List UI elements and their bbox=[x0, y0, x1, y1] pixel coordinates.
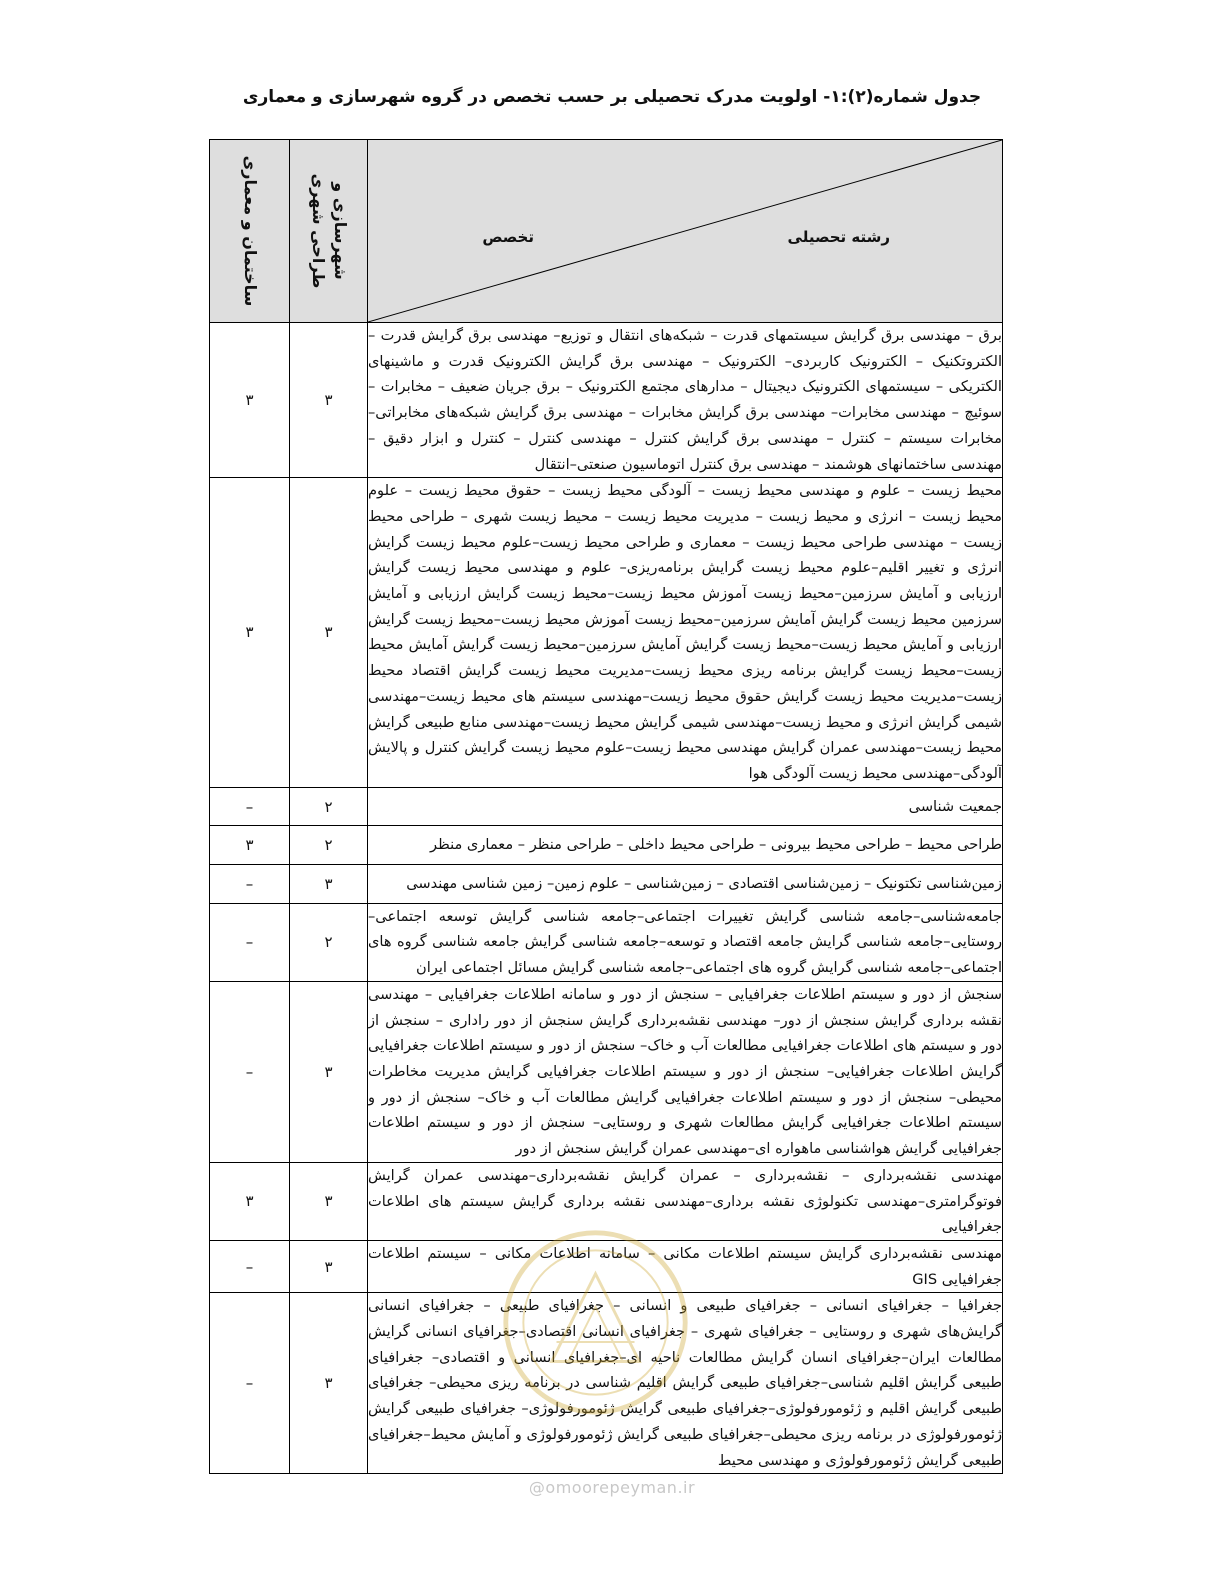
urban-priority: ۳ bbox=[290, 1162, 368, 1240]
table-row bbox=[210, 981, 1003, 1162]
field-description: طراحی محیط – طراحی محیط بیرونی – طراحی محیط داخلی – طراحی منظر – معماری منظر bbox=[368, 826, 1003, 865]
table-row bbox=[210, 1162, 1003, 1240]
arch-priority: – bbox=[210, 981, 290, 1162]
diagonal-line bbox=[368, 140, 1002, 322]
field-description: سنجش از دور و سیستم اطلاعات جغرافیایی – سنجش از دور و سامانه اطلاعات جغرافیایی – مهندسی نقشه برداری گرایش سنجش از دور– مهندسی نقشه‌برداری گرایش سنجش از دور راداری – سنجش از دور و سیستم های اطلاعات جغرافیایی مطالعات آب و خاک– سنجش از دور و سیستم اطلاعات جغرافیایی گرایش اطلاعات جغرافیایی– سنجش از دور و سیستم اطلاعات جغرافیایی گرایش مدیریت مخاطرات محیطی– سنجش از دور و سیستم اطلاعات جغرافیایی گرایش مطالعات آب و خاک– سنجش از دور و سیستم اطلاعات جغرافیایی گرایش مطالعات شهری و روستایی– سنجش از دور و سیستم اطلاعات جغرافیایی گرایش هواشناسی ماهواره ای–مهندسی عمران گرایش سنجش از دور bbox=[368, 981, 1003, 1162]
urban-priority: ۳ bbox=[290, 1293, 368, 1474]
field-description: زمین‌شناسی تکتونیک – زمین‌شناسی اقتصادی – زمین‌شناسی – علوم زمین– زمین شناسی مهندسی bbox=[368, 865, 1003, 904]
table-row bbox=[210, 478, 1003, 787]
urban-priority: ۳ bbox=[290, 478, 368, 787]
arch-priority: – bbox=[210, 1240, 290, 1292]
header-diagonal-cell bbox=[368, 140, 1003, 323]
header-arch-cell bbox=[210, 140, 290, 323]
header-arch-label: ساختمان و معماری bbox=[240, 155, 260, 307]
urban-priority: ۲ bbox=[290, 787, 368, 826]
specialty-table bbox=[209, 139, 1003, 1474]
header-field-label: رشته تحصیلی bbox=[787, 228, 890, 246]
arch-priority: – bbox=[210, 787, 290, 826]
arch-priority: ۳ bbox=[210, 1162, 290, 1240]
field-description: مهندسی نقشه‌برداری – نقشه‌برداری – عمران گرایش نقشه‌برداری–مهندسی عمران گرایش فوتوگرامتری–مهندسی تکنولوژی نقشه برداری–مهندسی نقشه برداری گرایش سیستم های اطلاعات جغرافیایی bbox=[368, 1162, 1003, 1240]
header-urban-cell bbox=[290, 140, 368, 323]
field-description: مهندسی نقشه‌برداری گرایش سیستم اطلاعات مکانی – سامانه اطلاعات مکانی – سیستم اطلاعات جغرافیایی GIS bbox=[368, 1240, 1003, 1292]
header-urban-label: شهرسازی و طراحی شهری bbox=[308, 173, 350, 289]
urban-priority: ۳ bbox=[290, 323, 368, 478]
table-row bbox=[210, 323, 1003, 478]
arch-priority: – bbox=[210, 865, 290, 904]
field-description: جمعیت شناسی bbox=[368, 787, 1003, 826]
at-icon: @ bbox=[528, 1478, 546, 1497]
arch-priority: ۳ bbox=[210, 826, 290, 865]
table-row bbox=[210, 903, 1003, 981]
urban-priority: ۲ bbox=[290, 826, 368, 865]
arch-priority: – bbox=[210, 1293, 290, 1474]
table-row bbox=[210, 826, 1003, 865]
field-description: برق – مهندسی برق گرایش سیستمهای قدرت – شبکه‌های انتقال و توزیع– مهندسی برق گرایش قدرت – الکتروتکنیک – الکترونیک کاربردی– الکترونیک – مهندسی برق گرایش الکترونیک قدرت و ماشینهای الکتریکی – سیستمهای الکترونیک دیجیتال – مدارهای مجتمع الکترونیک – برق جریان ضعیف – مخابرات – سوئیچ – مهندسی مخابرات– مهندسی برق گرایش مخابرات – مهندسی برق گرایش شبکه‌های مخابراتی– مخابرات سیستم – کنترل – مهندسی برق گرایش کنترل – مهندسی کنترل – کنترل و ابزار دقیق – مهندسی ساختمانهای هوشمند – مهندسی برق کنترل اتوماسیون صنعتی–انتقال bbox=[368, 323, 1003, 478]
urban-priority: ۳ bbox=[290, 1240, 368, 1292]
table-header-row bbox=[210, 140, 1003, 323]
table-row bbox=[210, 1240, 1003, 1292]
urban-priority: ۲ bbox=[290, 903, 368, 981]
urban-priority: ۳ bbox=[290, 865, 368, 904]
table-row bbox=[210, 865, 1003, 904]
table-row bbox=[210, 1293, 1003, 1474]
arch-priority: – bbox=[210, 903, 290, 981]
header-specialty-label: تخصص bbox=[482, 228, 534, 246]
urban-priority: ۳ bbox=[290, 981, 368, 1162]
arch-priority: ۳ bbox=[210, 323, 290, 478]
field-description: جامعه‌شناسی–جامعه شناسی گرایش تغییرات اجتماعی–جامعه شناسی گرایش توسعه اجتماعی– روستایی–جامعه شناسی گرایش جامعه اقتصاد و توسعه–جامعه شناسی گرایش جامعه شناسی گروه های اجتماعی–جامعه شناسی گرایش گروه های اجتماعی–جامعه شناسی گرایش مسائل اجتماعی ایران bbox=[368, 903, 1003, 981]
field-description: محیط زیست – علوم و مهندسی محیط زیست – آلودگی محیط زیست – حقوق محیط زیست – علوم محیط زیست – انرژی و محیط زیست – مدیریت محیط زیست – محیط زیست شهری – طراحی محیط زیست – مهندسی طراحی محیط زیست – معماری و طراحی محیط زیست–علوم محیط زیست گرایش انرژی و تغییر اقلیم–علوم محیط زیست گرایش برنامه‌ریزی– علوم و مهندسی محیط زیست گرایش ارزیابی و آمایش سرزمین–محیط زیست آموزش محیط زیست–محیط زیست گرایش ارزیابی و آمایش سرزمین محیط زیست گرایش آمایش سرزمین–محیط زیست آموزش محیط زیست–محیط زیست گرایش ارزیابی و آمایش محیط زیست–محیط زیست گرایش آمایش سرزمین–محیط زیست گرایش آمایش محیط زیست–محیط زیست گرایش برنامه ریزی محیط زیست–مدیریت محیط زیست گرایش اقتصاد محیط زیست–مدیریت محیط زیست گرایش حقوق محیط زیست–مهندسی سیستم های محیط زیست–مهندسی شیمی گرایش انرژی و محیط زیست–مهندسی شیمی گرایش محیط زیست–مهندسی منابع طبیعی گرایش محیط زیست–مهندسی عمران گرایش مهندسی محیط زیست–علوم محیط زیست گرایش کنترل و پالایش آلودگی–مهندسی محیط زیست آلودگی هوا bbox=[368, 478, 1003, 787]
table-row bbox=[210, 787, 1003, 826]
watermark-site bbox=[0, 1478, 1224, 1497]
field-description: جغرافیا – جغرافیای انسانی – جغرافیای طبیعی و انسانی – جغرافیای طبیعی – جغرافیای انسانی گرایش‌های شهری و روستایی – جغرافیای شهری – جغرافیای انسانی اقتصادی–جغرافیای انسانی گرایش مطالعات ایران–جغرافیای انسان گرایش مطالعات ناحیه ای–جغرافیای انسانی و اقتصادی– جغرافیای طبیعی گرایش اقلیم شناسی–جغرافیای طبیعی گرایش اقلیم شناسی در برنامه ریزی محیطی– جغرافیای طبیعی گرایش اقلیم و ژئومورفولوژی–جغرافیای طبیعی گرایش ژئومورفولوژی– جغرافیای طبیعی گرایش ژئومورفولوژی در برنامه ریزی محیطی–جغرافیای طبیعی گرایش ژئومورفولوژی و آمایش محیط–جغرافیای طبیعی گرایش ژئومورفولوژی و مهندسی محیط bbox=[368, 1293, 1003, 1474]
arch-priority: ۳ bbox=[210, 478, 290, 787]
watermark-text: omoorepeyman.ir bbox=[545, 1478, 696, 1497]
page-title: جدول شماره(۲):۱- اولویت مدرک تحصیلی بر حسب تخصص در گروه شهرسازی و معماری bbox=[242, 87, 982, 107]
